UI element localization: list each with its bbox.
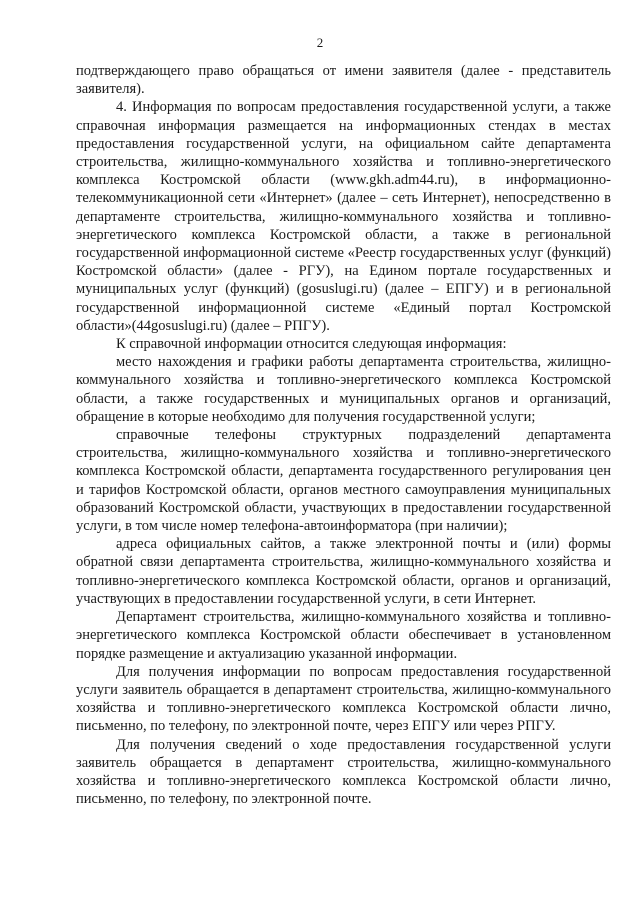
document-body <box>76 62 611 808</box>
paragraph-service-status: Для получения сведений о ходе предоставления государственной услуги заявитель обращается в департамент строительства, жилищно-коммунального хозяйства и топливно-энергетического комплекса Костромской области лично, письменно, по телефону, по электронной почте. <box>76 736 611 808</box>
paragraph-reference-phones: справочные телефоны структурных подразделений департамента строительства, жилищно-коммунального хозяйства и топливно-энергетического комплекса Костромской области, департамента государственного регулирования цен и тарифов Костромской области, органов местного самоуправления муниципальных образований Костромской области, участвующих в предоставлении государственной услуги, в том числе номер телефона-автоинформатора (при наличии); <box>76 427 611 535</box>
paragraph-location-schedule: место нахождения и графики работы департамента строительства, жилищно-коммунального хозяйства и топливно-энергетического комплекса Костромской области, а также государственных и муниципальных органов и организаций, обращение в которые необходимо для получения государственной услуги; <box>76 354 611 425</box>
paragraph-reference-info-intro: К справочной информации относится следующая информация: <box>116 336 507 353</box>
paragraph-information-placement: 4. Информация по вопросам предоставления государственной услуги, а также справочная информация размещается на информационных стендах в местах предоставления государственной услуги, на официальном сайте департамента строительства, жилищно-коммунального хозяйства и топливно-энергетического комплекса Костромской области (www.gkh.adm44.ru), в информационно-телекоммуникационной сети «Интернет» (далее – сеть Интернет), непосредственно в департаменте строительства, жилищно-коммунального хозяйства и топливно-энергетического комплекса Костромской области, а также в региональной государственной информационной системе «Реестр государственных услуг (функций) Костромской области» (далее - РГУ), на Едином портале государственных и муниципальных услуг (функций) (gosuslugi.ru) (далее – ЕПГУ) и в региональной государственной информационной системе «Единый портал Костромской области»(44gosuslugi.ru) (далее – РПГУ). <box>76 99 611 334</box>
paragraph-department-updates: Департамент строительства, жилищно-коммунального хозяйства и топливно-энергетического комплекса Костромской области обеспечивает в установленном порядке размещение и актуализацию указанной информации. <box>76 609 611 662</box>
paragraph-website-addresses: адреса официальных сайтов, а также электронной почты и (или) формы обратной связи департамента строительства, жилищно-коммунального хозяйства и топливно-энергетического комплекса Костромской области, органов и организаций, участвующих в предоставлении государственной услуги, в сети Интернет. <box>76 536 611 607</box>
paragraph-obtaining-information: Для получения информации по вопросам предоставления государственной услуги заявитель обращается в департамент строительства, жилищно-коммунального хозяйства и топливно-энергетического комплекса Костромской области лично, письменно, по телефону, по электронной почте, через ЕПГУ или через РПГУ. <box>76 663 611 735</box>
paragraph-representative-continuation: подтверждающего право обращаться от имени заявителя (далее - представитель заявителя). <box>76 63 611 98</box>
page-number: 2 <box>316 35 324 50</box>
